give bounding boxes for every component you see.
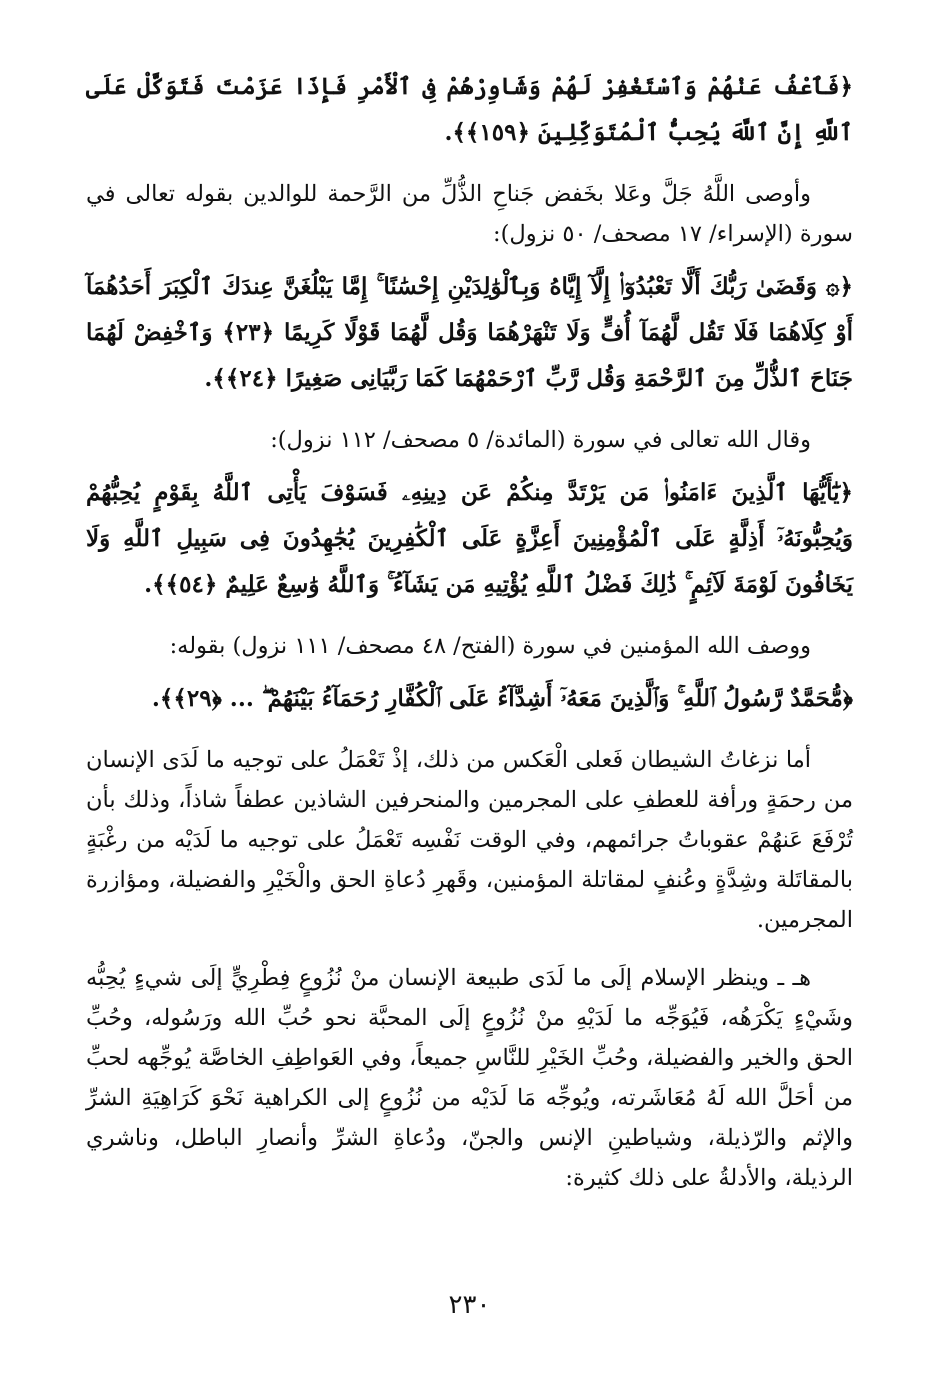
- paragraph-maida-intro: وقال الله تعالى في سورة (المائدة/ ٥ مصحف/ ١١٢ نزول):: [270, 427, 811, 453]
- paragraph-satan-whispers: أما نزغاتُ الشيطان فَعلى الْعَكس من ذلك، إذْ تَعْمَلُ على توجيه ما لَدَى الإنسان من رحمَةٍ ورأفة للعطفِ على المجرمين والمنحرفين الشاذين عطفاً شاذاً، وذلك بأن تُرْفَعَ عَنهُمْ عقوباتُ جرائمهم، وفي الوقت نَفْسِه تَعْمَلُ على توجيه ما لَدَيْه من رغْبَةٍ بالمقاتَلة وشِدَّةٍ وعُنفٍ لمقاتلة المؤمنين، وقَهرِ دُعاةِ الحق والْخَيْرِ والفضيلة، ومؤازرة المجرمين.: [86, 747, 853, 933]
- paragraph-love-and-hate: هـ ـ وينظر الإسلام إلَى ما لَدَى طبيعة الإنسان منْ نُزُوعٍ فِطْرِيٍّ إلَى شيءٍ يُحِبُّه وشَيْءٍ يَكْرَهُه، فَيُوَجِّه ما لَدَيْهِ منْ نُزُوعٍ إلَى المحبَّة نحو حُبِّ الله ورَسُوله، وحُبِّ الحق والخير والفضيلة، وحُبِّ الخَيْرِ للنَّاسِ جميعاً، وفي العَواطِفِ الخاصَّة يُوجِّهه لحبِّ من أحَلَّ الله لَهُ مُعَاشَرته، ويُوجِّه مَا لَدَيْه من نُزُوعٍ إلى الكراهية نَحْوَ كَرَاهِيَةِ الشرِّ والإثم والرّذيلة، وشياطينِ الإنس والجنّ، ودُعاةِ الشرِّ وأنصارِ الباطل، وناشري الرذيلة، والأدلةُ على ذلك كثيرة:: [86, 965, 853, 1191]
- paragraph-fath-intro: ووصف الله المؤمنين في سورة (الفتح/ ٤٨ مصحف/ ١١١ نزول) بقوله:: [169, 633, 811, 659]
- page-number: ٢٣٠: [448, 1290, 491, 1320]
- page-body: [86, 64, 853, 1198]
- quran-verse-al-maida-54: ﴿يَٰٓأَيُّهَا ٱلَّذِينَ ءَامَنُوا۟ مَن يَرْتَدَّ مِنكُمْ عَن دِينِهِۦ فَسَوْفَ يَأْتِى ٱللَّهُ بِقَوْمٍ يُحِبُّهُمْ وَيُحِبُّونَهُۥٓ أَذِلَّةٍ عَلَى ٱلْمُؤْمِنِينَ أَعِزَّةٍ عَلَى ٱلْكَٰفِرِينَ يُجَٰهِدُونَ فِى سَبِيلِ ٱللَّهِ وَلَا يَخَافُونَ لَوْمَةَ لَآئِمٍ ۚ ذَٰلِكَ فَضْلُ ٱللَّهِ يُؤْتِيهِ مَن يَشَآءُ ۚ وَٱللَّهُ وَٰسِعٌ عَلِيمٌ ﴿٥٤﴾﴾.: [86, 479, 853, 598]
- paragraph-parents-intro: وأوصى اللَّهُ جَلَّ وعَلا بخَفض جَناحِ الذُّلِّ من الرَّحمة للوالدين بقوله تعالى في سورة (الإسراء/ ١٧ مصحف/ ٥٠ نزول):: [86, 181, 853, 247]
- quran-verse-al-imran-159: ﴿فَٱعْفُ عَنْهُمْ وَٱسْتَغْفِرْ لَهُمْ وَشَاوِرْهُمْ فِى ٱلْأَمْرِ فَإِذَا عَزَمْتَ فَتَوَكَّلْ عَلَى ٱللَّهِ إِنَّ ٱللَّهَ يُحِبُّ ٱلْمُتَوَكِّلِينَ ﴿١٥٩﴾﴾.: [86, 73, 853, 146]
- quran-verse-al-isra-23-24: ﴿۞ وَقَضَىٰ رَبُّكَ أَلَّا تَعْبُدُوٓا۟ إِلَّآ إِيَّاهُ وَبِٱلْوَٰلِدَيْنِ إِحْسَٰنًا ۚ إِمَّا يَبْلُغَنَّ عِندَكَ ٱلْكِبَرَ أَحَدُهُمَآ أَوْ كِلَاهُمَا فَلَا تَقُل لَّهُمَآ أُفٍّ وَلَا تَنْهَرْهُمَا وَقُل لَّهُمَا قَوْلًا كَرِيمًا ﴿٢٣﴾ وَٱخْفِضْ لَهُمَا جَنَاحَ ٱلذُّلِّ مِنَ ٱلرَّحْمَةِ وَقُل رَّبِّ ٱرْحَمْهُمَا كَمَا رَبَّيَانِى صَغِيرًا ﴿٢٤﴾﴾.: [86, 273, 853, 392]
- quran-verse-al-fath-29: ﴿مُّحَمَّدٌ رَّسُولُ ٱللَّهِ ۚ وَٱلَّذِينَ مَعَهُۥٓ أَشِدَّآءُ عَلَى ٱلْكُفَّارِ رُحَمَآءُ بَيْنَهُمْ ۖ ... ﴿٢٩﴾﴾.: [151, 685, 853, 712]
